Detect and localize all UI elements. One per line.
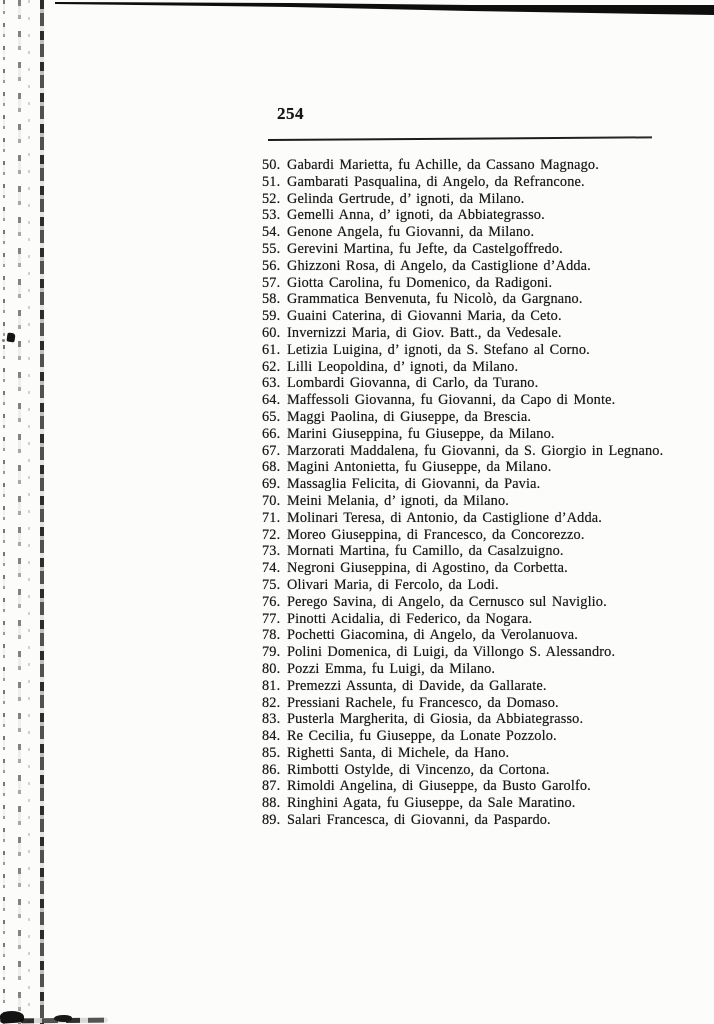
entry-text: Molinari Teresa, di Antonio, da Castiglione d’Adda.: [287, 509, 602, 526]
list-item: [262, 678, 663, 695]
list-item: [262, 577, 663, 594]
list-item: [262, 392, 663, 409]
list-item: [262, 325, 663, 342]
entry-text: Lombardi Giovanna, di Carlo, da Turano.: [287, 375, 539, 392]
name-list: [262, 157, 663, 829]
entry-number: 86.: [262, 761, 281, 778]
entry-number: 60.: [262, 324, 281, 341]
entry-text: Lilli Leopoldina, d’ ignoti, da Milano.: [287, 358, 519, 375]
list-item: [262, 695, 663, 712]
entry-number: 87.: [262, 778, 281, 795]
entry-text: Pusterla Margherita, di Giosia, da Abbiategrasso.: [287, 711, 584, 728]
entry-text: Guaini Caterina, di Giovanni Maria, da Ceto.: [287, 308, 562, 325]
scan-bottom-smudge: [54, 1015, 72, 1022]
entry-text: Meini Melania, d’ ignoti, da Milano.: [287, 492, 509, 509]
list-item: [262, 191, 663, 208]
list-item: [262, 459, 663, 476]
list-item: [262, 661, 663, 678]
entry-number: 57.: [262, 274, 281, 291]
list-item: [262, 560, 663, 577]
entry-number: 79.: [262, 644, 281, 661]
entry-number: 64.: [262, 392, 281, 409]
entry-text: Gemelli Anna, d’ ignoti, da Abbiategrasso.: [287, 207, 545, 224]
entry-number: 63.: [262, 375, 281, 392]
list-item: [262, 493, 663, 510]
entry-number: 72.: [262, 526, 281, 543]
entry-text: Maffessoli Giovanna, fu Giovanni, da Capo di Monte.: [287, 392, 616, 409]
entry-text: Massaglia Felicita, di Giovanni, da Pavia.: [287, 476, 541, 493]
page-number: 254: [277, 104, 304, 123]
entry-text: Gerevini Martina, fu Jefte, da Castelgoffredo.: [287, 240, 563, 257]
list-item: [262, 174, 663, 191]
list-item: [262, 157, 663, 174]
entry-text: Gelinda Gertrude, d’ ignoti, da Milano.: [287, 190, 525, 207]
scan-binding-streak: [18, 0, 21, 1024]
entry-text: Ringhini Agata, fu Giuseppe, da Sale Maratino.: [287, 795, 576, 812]
list-item: [262, 728, 663, 745]
entry-text: Pozzi Emma, fu Luigi, da Milano.: [287, 660, 496, 677]
header-rule: [268, 136, 652, 141]
list-item: [262, 291, 663, 308]
entry-text: Negroni Giuseppina, di Agostino, da Corbetta.: [287, 560, 568, 577]
entry-number: 56.: [262, 257, 281, 274]
entry-number: 74.: [262, 560, 281, 577]
list-item: [262, 745, 663, 762]
list-item: [262, 275, 663, 292]
list-item: [262, 224, 663, 241]
entry-text: Olivari Maria, di Fercolo, da Lodi.: [287, 576, 499, 593]
entry-number: 81.: [262, 677, 281, 694]
entry-text: Invernizzi Maria, di Giov. Batt., da Vedesale.: [287, 324, 562, 341]
entry-text: Premezzi Assunta, di Davide, da Gallarate.: [287, 677, 547, 694]
entry-text: Marzorati Maddalena, fu Giovanni, da S. Giorgio in Legnano.: [287, 442, 664, 459]
list-item: [262, 611, 663, 628]
scan-binding-streak: [3, 0, 5, 1024]
entry-number: 85.: [262, 744, 281, 761]
entry-text: Righetti Santa, di Michele, da Hano.: [287, 744, 510, 761]
entry-number: 55.: [262, 240, 281, 257]
entry-number: 89.: [262, 812, 281, 829]
entry-text: Magini Antonietta, fu Giuseppe, da Milano.: [287, 459, 552, 476]
entry-number: 65.: [262, 408, 281, 425]
entry-text: Gambarati Pasqualina, di Angelo, da Refrancone.: [287, 173, 585, 190]
list-item: [262, 812, 663, 829]
list-item: [262, 762, 663, 779]
list-item: [262, 258, 663, 275]
entry-number: 51.: [262, 173, 281, 190]
entry-text: Pressiani Rachele, fu Francesco, da Domaso.: [287, 694, 559, 711]
entry-text: Re Cecilia, fu Giuseppe, da Lonate Pozzolo.: [287, 728, 557, 745]
list-item: [262, 543, 663, 560]
entry-text: Letizia Luigina, d’ ignoti, da S. Stefano al Corno.: [287, 341, 590, 358]
entry-text: Perego Savina, di Angelo, da Cernusco sul Naviglio.: [287, 593, 607, 610]
entry-number: 69.: [262, 476, 281, 493]
list-item: [262, 443, 663, 460]
entry-number: 62.: [262, 358, 281, 375]
list-item: [262, 409, 663, 426]
entry-text: Pinotti Acidalia, di Federico, da Nogara.: [287, 610, 533, 627]
ink-speck: [2, 339, 5, 342]
entry-number: 88.: [262, 795, 281, 812]
entry-text: Gabardi Marietta, fu Achille, da Cassano Magnago.: [287, 157, 599, 173]
entry-number: 78.: [262, 627, 281, 644]
entry-number: 52.: [262, 190, 281, 207]
entry-number: 71.: [262, 509, 281, 526]
list-item: [262, 778, 663, 795]
entry-number: 80.: [262, 660, 281, 677]
scan-top-edge-shadow: [0, 0, 714, 16]
list-item: [262, 644, 663, 661]
list-item: [262, 207, 663, 224]
entry-text: Rimbotti Ostylde, di Vincenzo, da Cortona.: [287, 761, 550, 778]
list-item: [262, 426, 663, 443]
list-item: [262, 711, 663, 728]
list-item: [262, 375, 663, 392]
entry-text: Salari Francesca, di Giovanni, da Paspardo.: [287, 812, 551, 829]
entry-text: Polini Domenica, di Luigi, da Villongo S. Alessandro.: [287, 644, 616, 661]
list-item: [262, 510, 663, 527]
entry-number: 75.: [262, 576, 281, 593]
entry-text: Rimoldi Angelina, di Giuseppe, da Busto Garolfo.: [287, 778, 591, 795]
entry-number: 59.: [262, 308, 281, 325]
entry-number: 53.: [262, 207, 281, 224]
list-item: [262, 627, 663, 644]
entry-number: 76.: [262, 593, 281, 610]
list-item: [262, 359, 663, 376]
entry-text: Pochetti Giacomina, di Angelo, da Verolanuova.: [287, 627, 578, 644]
entry-number: 58.: [262, 291, 281, 308]
scan-binding-streak: [40, 0, 44, 1024]
entry-text: Marini Giuseppina, fu Giuseppe, da Milano.: [287, 425, 555, 442]
entry-text: Ghizzoni Rosa, di Angelo, da Castiglione d’Adda.: [287, 257, 591, 274]
entry-number: 61.: [262, 341, 281, 358]
entry-number: 83.: [262, 711, 281, 728]
entry-text: Giotta Carolina, fu Domenico, da Radigoni.: [287, 274, 553, 291]
entry-number: 77.: [262, 610, 281, 627]
entry-text: Moreo Giuseppina, di Francesco, da Concorezzo.: [287, 526, 585, 543]
entry-number: 82.: [262, 694, 281, 711]
entry-text: Mornati Martina, fu Camillo, da Casalzuigno.: [287, 543, 564, 560]
list-item: [262, 241, 663, 258]
scan-binding-streak: [28, 0, 30, 1024]
entry-number: 73.: [262, 543, 281, 560]
entry-number: 67.: [262, 442, 281, 459]
ink-speck: [6, 332, 15, 342]
entry-text: Grammatica Benvenuta, fu Nicolò, da Gargnano.: [287, 291, 583, 308]
entry-number: 66.: [262, 425, 281, 442]
list-item: [262, 795, 663, 812]
entry-number: 70.: [262, 492, 281, 509]
list-item: [262, 476, 663, 493]
list-item: [262, 342, 663, 359]
entry-number: 50.: [262, 157, 281, 173]
list-item: [262, 527, 663, 544]
entry-number: 68.: [262, 459, 281, 476]
list-item: [262, 308, 663, 325]
entry-number: 84.: [262, 728, 281, 745]
entry-number: 54.: [262, 224, 281, 241]
entry-text: Maggi Paolina, di Giuseppe, da Brescia.: [287, 408, 532, 425]
list-item: [262, 594, 663, 611]
entry-text: Genone Angela, fu Giovanni, da Milano.: [287, 224, 535, 241]
